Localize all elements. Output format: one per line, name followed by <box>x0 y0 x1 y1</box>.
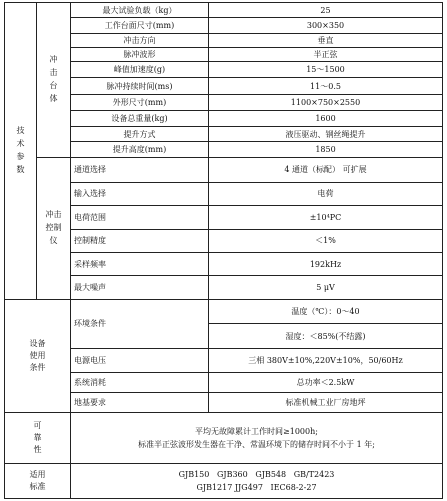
reliability-line: 标准半正弦波形发生器在干净、常温环境下的储存时间不小于 1 年; <box>138 440 375 450</box>
param-label: 冲击方向 <box>71 33 209 47</box>
param-label: 外形尺寸(mm) <box>71 94 209 110</box>
table-row <box>5 464 443 499</box>
tech-char: 技 <box>16 126 25 136</box>
impact-char: 台 <box>49 81 58 91</box>
table-row <box>5 3 443 18</box>
param-label: 工作台面尺寸(mm) <box>71 18 209 33</box>
table-row <box>5 252 443 275</box>
section-text <box>8 338 67 374</box>
table-row <box>5 78 443 94</box>
table-row <box>5 392 443 412</box>
param-label: 脉冲持续时间(ms) <box>71 78 209 94</box>
technical-parameters-table <box>4 2 443 499</box>
param-value: 三相 380V±10%,220V±10%，50/60Hz <box>209 348 443 372</box>
env-conditions-label: 环境条件 <box>71 299 209 348</box>
param-label: 地基要求 <box>71 392 209 412</box>
table-row <box>5 413 443 464</box>
section-label-controller <box>37 158 71 300</box>
param-label: 电荷范围 <box>71 206 209 229</box>
table-row <box>5 229 443 252</box>
standards-line: GJB150 GJB360 GJB548 GB/T2423 <box>178 469 335 479</box>
tech-char: 参 <box>16 151 25 161</box>
humidity-value: 湿度：＜85%(不结露) <box>209 324 443 348</box>
param-label: 系统消耗 <box>71 373 209 392</box>
table-row <box>5 111 443 127</box>
param-label: 采样频率 <box>71 252 209 275</box>
param-value: 1100×750×2550 <box>209 94 443 110</box>
param-value: 半正弦 <box>209 47 443 61</box>
param-value: 192kHz <box>209 252 443 275</box>
param-value: ＜1% <box>209 229 443 252</box>
controller-line: 冲击 <box>45 210 62 220</box>
param-label: 输入选择 <box>71 182 209 205</box>
param-label: 提升方式 <box>71 127 209 141</box>
section-text <box>8 125 33 176</box>
standards-line: 适用 <box>29 470 46 480</box>
env-line: 设备 <box>29 339 46 349</box>
param-label: 控制精度 <box>71 229 209 252</box>
section-label-tech <box>5 3 37 300</box>
section-label-impact-table <box>37 3 71 158</box>
table-row <box>5 141 443 157</box>
table-row <box>5 182 443 205</box>
section-text <box>8 469 67 493</box>
tech-char: 数 <box>16 164 25 174</box>
env-line: 使用 <box>29 351 46 361</box>
reliability-line: 平均无故障累计工作时间≥1000h; <box>195 426 318 436</box>
param-value: 11～0.5 <box>209 78 443 94</box>
param-value: 25 <box>209 3 443 18</box>
reliability-char: 可 <box>33 421 42 431</box>
param-value: 垂直 <box>209 33 443 47</box>
param-value: 15～1500 <box>209 62 443 78</box>
standards-text <box>71 464 443 499</box>
param-value: 5 μV <box>209 276 443 299</box>
impact-char: 击 <box>49 68 58 78</box>
table-row <box>5 206 443 229</box>
table-row <box>5 33 443 47</box>
param-value: ±10⁴PC <box>209 206 443 229</box>
reliability-char: 靠 <box>33 433 42 443</box>
controller-line: 仪 <box>49 235 58 245</box>
param-label: 最大试验负载（kg） <box>71 3 209 18</box>
param-value: 300×350 <box>209 18 443 33</box>
param-value: 电荷 <box>209 182 443 205</box>
table-row <box>5 158 443 182</box>
param-value: 1850 <box>209 141 443 157</box>
param-label: 提升高度(mm) <box>71 141 209 157</box>
param-value: 总功率＜2.5kW <box>209 373 443 392</box>
table-row <box>5 348 443 372</box>
standards-line: 标准 <box>29 482 46 492</box>
section-text <box>40 209 67 247</box>
param-value: 液压驱动、钢丝绳提升 <box>209 127 443 141</box>
table-row <box>5 373 443 392</box>
impact-char: 冲 <box>49 55 58 65</box>
section-text <box>40 54 67 105</box>
param-label: 峰值加速度(g) <box>71 62 209 78</box>
table-row <box>5 62 443 78</box>
table-row <box>5 127 443 141</box>
section-label-standards <box>5 464 71 499</box>
param-label: 通道选择 <box>71 158 209 182</box>
impact-char: 体 <box>49 93 58 103</box>
param-value: 标准机械工业厂房地坪 <box>209 392 443 412</box>
param-value: 4 通道（标配） 可扩展 <box>209 158 443 182</box>
table-row <box>5 299 443 323</box>
standards-line: GJB1217 JJG497 IEC68-2-27 <box>196 483 317 493</box>
env-line: 条件 <box>29 363 46 373</box>
section-label-reliability <box>5 413 71 464</box>
reliability-char: 性 <box>33 445 42 455</box>
table-row <box>5 18 443 33</box>
table-row <box>5 94 443 110</box>
param-label: 电源电压 <box>71 348 209 372</box>
section-label-env <box>5 299 71 412</box>
tech-char: 术 <box>16 139 25 149</box>
param-label: 设备总重量(kg) <box>71 111 209 127</box>
table-row <box>5 47 443 61</box>
table-row <box>5 276 443 299</box>
param-label: 脉冲波形 <box>71 47 209 61</box>
param-value: 1600 <box>209 111 443 127</box>
controller-line: 控制 <box>45 223 62 233</box>
temperature-value: 温度（℃）：0～40 <box>209 299 443 323</box>
param-label: 最大噪声 <box>71 276 209 299</box>
section-text <box>8 420 67 456</box>
reliability-text <box>71 413 443 464</box>
